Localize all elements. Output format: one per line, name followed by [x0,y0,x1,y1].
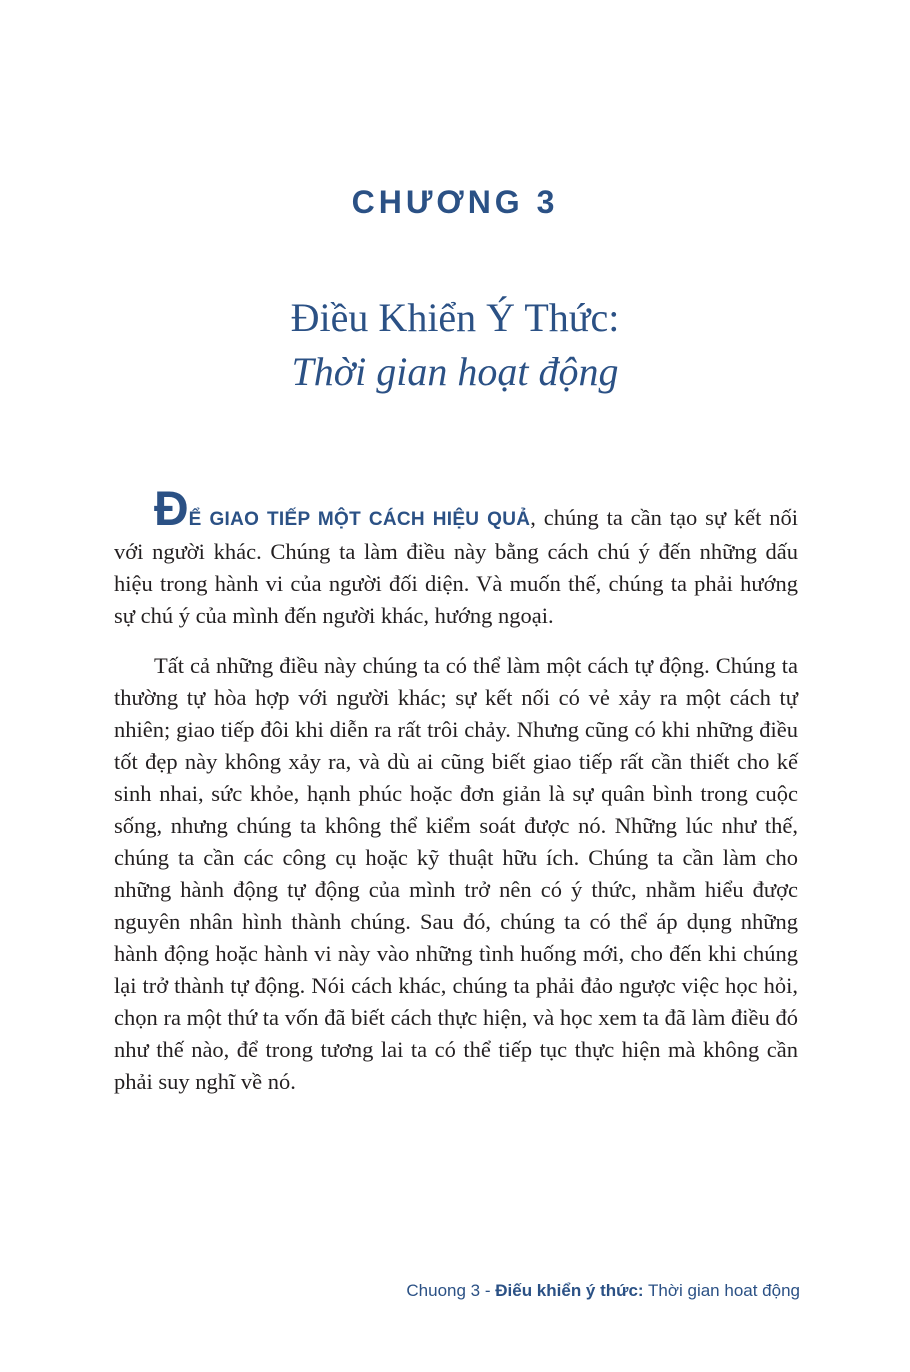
body-text [114,483,798,1098]
drop-cap: Đ [154,483,189,536]
paragraph-2: Tất cả những điều này chúng ta có thể làm một cách tự động. Chúng ta thường tự hòa hợp với người khác; sự kết nối có vẻ xảy ra một cách tự nhiên; giao tiếp đôi khi diễn ra rất trôi chảy. Nhưng cũng có khi những điều tốt đẹp này không xảy ra, và dù ai cũng biết giao tiếp rất cần thiết cho kế sinh nhai, sức khỏe, hạnh phúc hoặc đơn giản là sự quân bình trong cuộc sống, nhưng chúng ta không thể kiểm soát được nó. Những lúc như thế, chúng ta cần các công cụ hoặc kỹ thuật hữu ích. Chúng ta cần làm cho những hành động tự động của mình trở nên có ý thức, nhằm hiểu được nguyên nhân hình thành chúng. Sau đó, chúng ta có thể áp dụng những hành động hoặc hành vi này vào những tình huống mới, cho đến khi chúng lại trở thành tự động. Nói cách khác, chúng ta phải đảo ngược việc học hỏi, chọn ra một thứ ta vốn đã biết cách thực hiện, và học xem ta đã làm điều đó như thế nào, để trong tương lai ta có thể tiếp tục thực hiện mà không cần phải suy nghĩ về nó. [114,653,798,1094]
chapter-title-line2: Thời gian hoạt động [291,349,619,394]
chapter-title-line1: Điều Khiển Ý Thức: [290,295,620,340]
footer-prefix: Chuong 3 - [406,1281,496,1300]
running-footer [406,1281,800,1301]
paragraph-1 [114,483,798,632]
footer-bold: Điếu khiển ý thức: [495,1281,644,1300]
paragraph-1-text: , chúng ta cần tạo sự kết nối với người khác. Chúng ta làm điều này bằng cách chú ý đến những dấu hiệu trong hành vi của người đối diện. Và muốn thế, chúng ta phải hướng sự chú ý của mình đến người khác, hướng ngoại. [114,505,798,628]
chapter-title [0,291,910,399]
footer-suffix: Thời gian hoat động [643,1281,800,1300]
chapter-label: CHƯƠNG 3 [351,184,559,220]
lead-in-text: Ể GIAO TIẾP MỘT CÁCH HIỆU QUẢ [188,509,531,530]
